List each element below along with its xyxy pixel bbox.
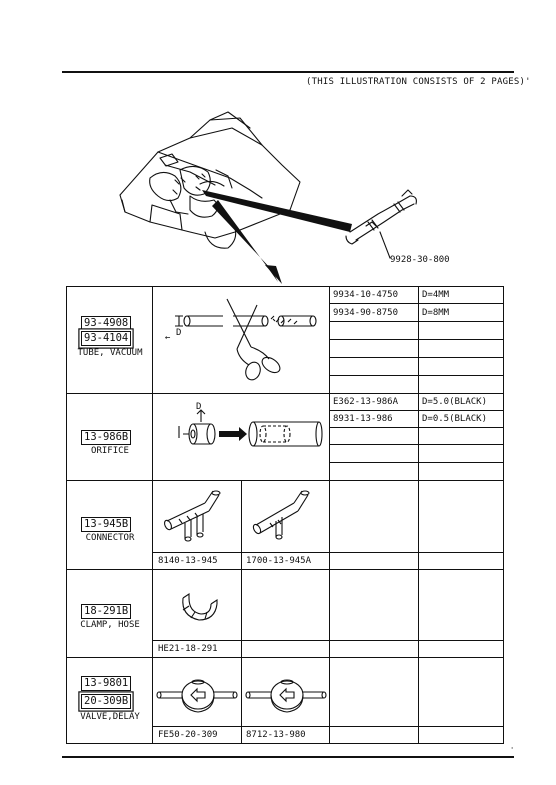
spec-value: D=8MM [422,308,450,318]
callout-part-number: 9928-30-800 [390,255,450,265]
code-box-13-986b: 13-986B [81,430,131,445]
part-number: 8140-13-945 [158,556,218,566]
parts-table [66,286,504,744]
delay-valve-drawing-2 [242,658,329,726]
dimension-label-d: D [196,402,202,412]
page-mark: ' [510,746,515,754]
part-number: 8931-13-986 [333,414,393,424]
orifice-drawing [153,394,329,480]
header-note: (THIS ILLUSTRATION CONSISTS OF 2 PAGES)' [306,77,531,87]
part-number: FE50-20-309 [158,730,218,740]
description-tube-vacuum: TUBE, VACUUM [77,348,143,358]
description-valve-delay: VALVE,DELAY [80,712,140,722]
svg-text:←: ← [165,333,171,343]
code-box-13-945b: 13-945B [81,517,131,532]
description-clamp-hose: CLAMP, HOSE [80,620,140,630]
part-number: 9934-10-4750 [333,290,399,300]
part-number: 1700-13-945A [246,556,312,566]
part-number: 8712-13-980 [246,730,306,740]
description-connector: CONNECTOR [85,533,135,543]
part-number: 9934-90-8750 [333,308,399,318]
dimension-label-d: D [176,328,182,338]
tube-cutting-drawing [153,287,329,392]
connector-cross-drawing [153,481,241,552]
spec-value: D=0.5(BLACK) [422,414,488,424]
description-orifice: ORIFICE [91,446,129,456]
spec-value: D=5.0(BLACK) [422,397,488,407]
bottom-rule [62,756,514,758]
delay-valve-drawing-1 [153,658,241,726]
code-box-18-291b: 18-291B [81,604,131,619]
connector-tee-drawing [242,481,329,552]
code-box-20-309b: 20-309B [81,694,131,709]
code-box-93-4104: 93-4104 [81,331,131,346]
engine-bay-illustration [0,0,556,290]
part-number: E362-13-986A [333,397,399,407]
code-box-93-4908: 93-4908 [81,316,131,331]
part-number: HE21-18-291 [158,644,218,654]
spec-value: D=4MM [422,290,450,300]
clamp-hose-drawing [153,570,241,640]
code-box-13-9801: 13-9801 [81,676,131,691]
